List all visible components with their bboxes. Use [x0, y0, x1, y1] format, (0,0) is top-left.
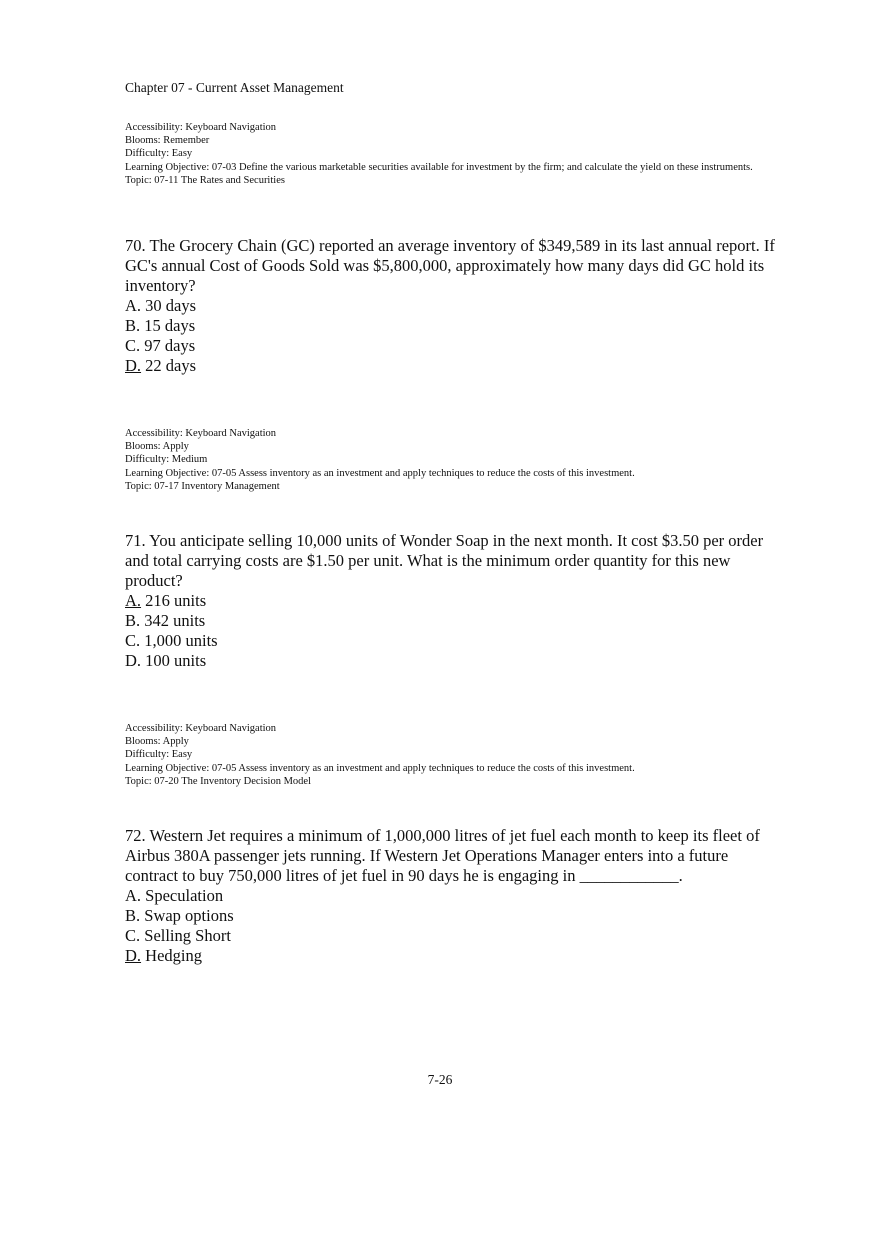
option-letter-correct: A. — [125, 591, 142, 610]
option-text: 30 days — [141, 296, 197, 315]
question-stem: 72. Western Jet requires a minimum of 1,000,000 litres of jet fuel each month to keep its fleet of Airbus 380A passenger jets running. If Western Jet Operations Manager enters into a future contract to buy 750,000 litres of jet fuel in 90 days he is engaging in ____________. — [125, 826, 760, 885]
topic-label: Topic: 07-11 The Rates and Securities — [125, 174, 285, 186]
option-text: 216 units — [141, 591, 207, 610]
option-b — [125, 906, 785, 926]
accessibility-label: Accessibility: Keyboard Navigation — [125, 723, 277, 734]
topic-label: Topic: 07-20 The Inventory Decision Model — [125, 775, 311, 787]
difficulty-label: Difficulty: Easy — [125, 749, 193, 761]
option-d — [125, 651, 785, 671]
option-c — [125, 926, 785, 946]
option-c — [125, 336, 785, 356]
chapter-title: Chapter 07 - Current Asset Management — [125, 80, 344, 95]
option-text: 100 units — [141, 651, 207, 670]
blooms-label: Blooms: Apply — [125, 736, 189, 748]
option-letter-correct: D. — [125, 356, 142, 375]
question-metadata — [125, 427, 765, 493]
option-a — [125, 296, 785, 316]
question-72 — [125, 826, 785, 966]
option-letter: B. — [125, 906, 141, 925]
accessibility-label: Accessibility: Keyboard Navigation — [125, 428, 277, 439]
topic-label: Topic: 07-17 Inventory Management — [125, 480, 280, 492]
question-stem: 71. You anticipate selling 10,000 units of Wonder Soap in the next month. It cost $3.50 per order and total carrying costs are $1.50 per unit. What is the minimum order quantity for this new product? — [125, 531, 764, 590]
option-text: Hedging — [141, 946, 202, 965]
blooms-label: Blooms: Apply — [125, 441, 189, 453]
option-b — [125, 611, 785, 631]
page-number: 7-26 — [427, 1072, 453, 1087]
option-d-correct — [125, 946, 785, 966]
option-b — [125, 316, 785, 336]
option-a-correct — [125, 591, 785, 611]
question-stem: 70. The Grocery Chain (GC) reported an average inventory of $349,589 in its last annual report. If GC's annual Cost of Goods Sold was $5,800,000, approximately how many days did GC hold its inventory? — [125, 236, 775, 295]
option-text: Speculation — [141, 886, 224, 905]
option-text: 342 units — [140, 611, 206, 630]
option-letter: C. — [125, 926, 141, 945]
option-letter: B. — [125, 316, 141, 335]
option-letter: D. — [125, 651, 142, 670]
option-d-correct — [125, 356, 785, 376]
option-text: 22 days — [141, 356, 197, 375]
option-text: 15 days — [140, 316, 196, 335]
question-70 — [125, 236, 785, 376]
learning-objective-label: Learning Objective: 07-05 Assess inventory as an investment and apply techniques to reduce the costs of this investment. — [125, 467, 635, 479]
option-letter: A. — [125, 886, 142, 905]
question-metadata — [125, 722, 765, 788]
accessibility-label: Accessibility: Keyboard Navigation — [125, 122, 277, 133]
option-text: Swap options — [140, 906, 234, 925]
option-letter: C. — [125, 336, 141, 355]
difficulty-label: Difficulty: Medium — [125, 454, 208, 466]
option-letter: A. — [125, 296, 142, 315]
option-letter-correct: D. — [125, 946, 142, 965]
option-letter: C. — [125, 631, 141, 650]
option-text: 97 days — [140, 336, 196, 355]
learning-objective-label: Learning Objective: 07-03 Define the various marketable securities available for investment by the firm; and calculate the yield on these instruments. — [125, 161, 753, 173]
option-text: 1,000 units — [140, 631, 218, 650]
option-c — [125, 631, 785, 651]
difficulty-label: Difficulty: Easy — [125, 148, 193, 160]
learning-objective-label: Learning Objective: 07-05 Assess inventory as an investment and apply techniques to reduce the costs of this investment. — [125, 762, 635, 774]
question-71 — [125, 531, 785, 671]
blooms-label: Blooms: Remember — [125, 135, 210, 147]
option-letter: B. — [125, 611, 141, 630]
option-a — [125, 886, 785, 906]
option-text: Selling Short — [140, 926, 231, 945]
question-metadata — [125, 121, 765, 187]
